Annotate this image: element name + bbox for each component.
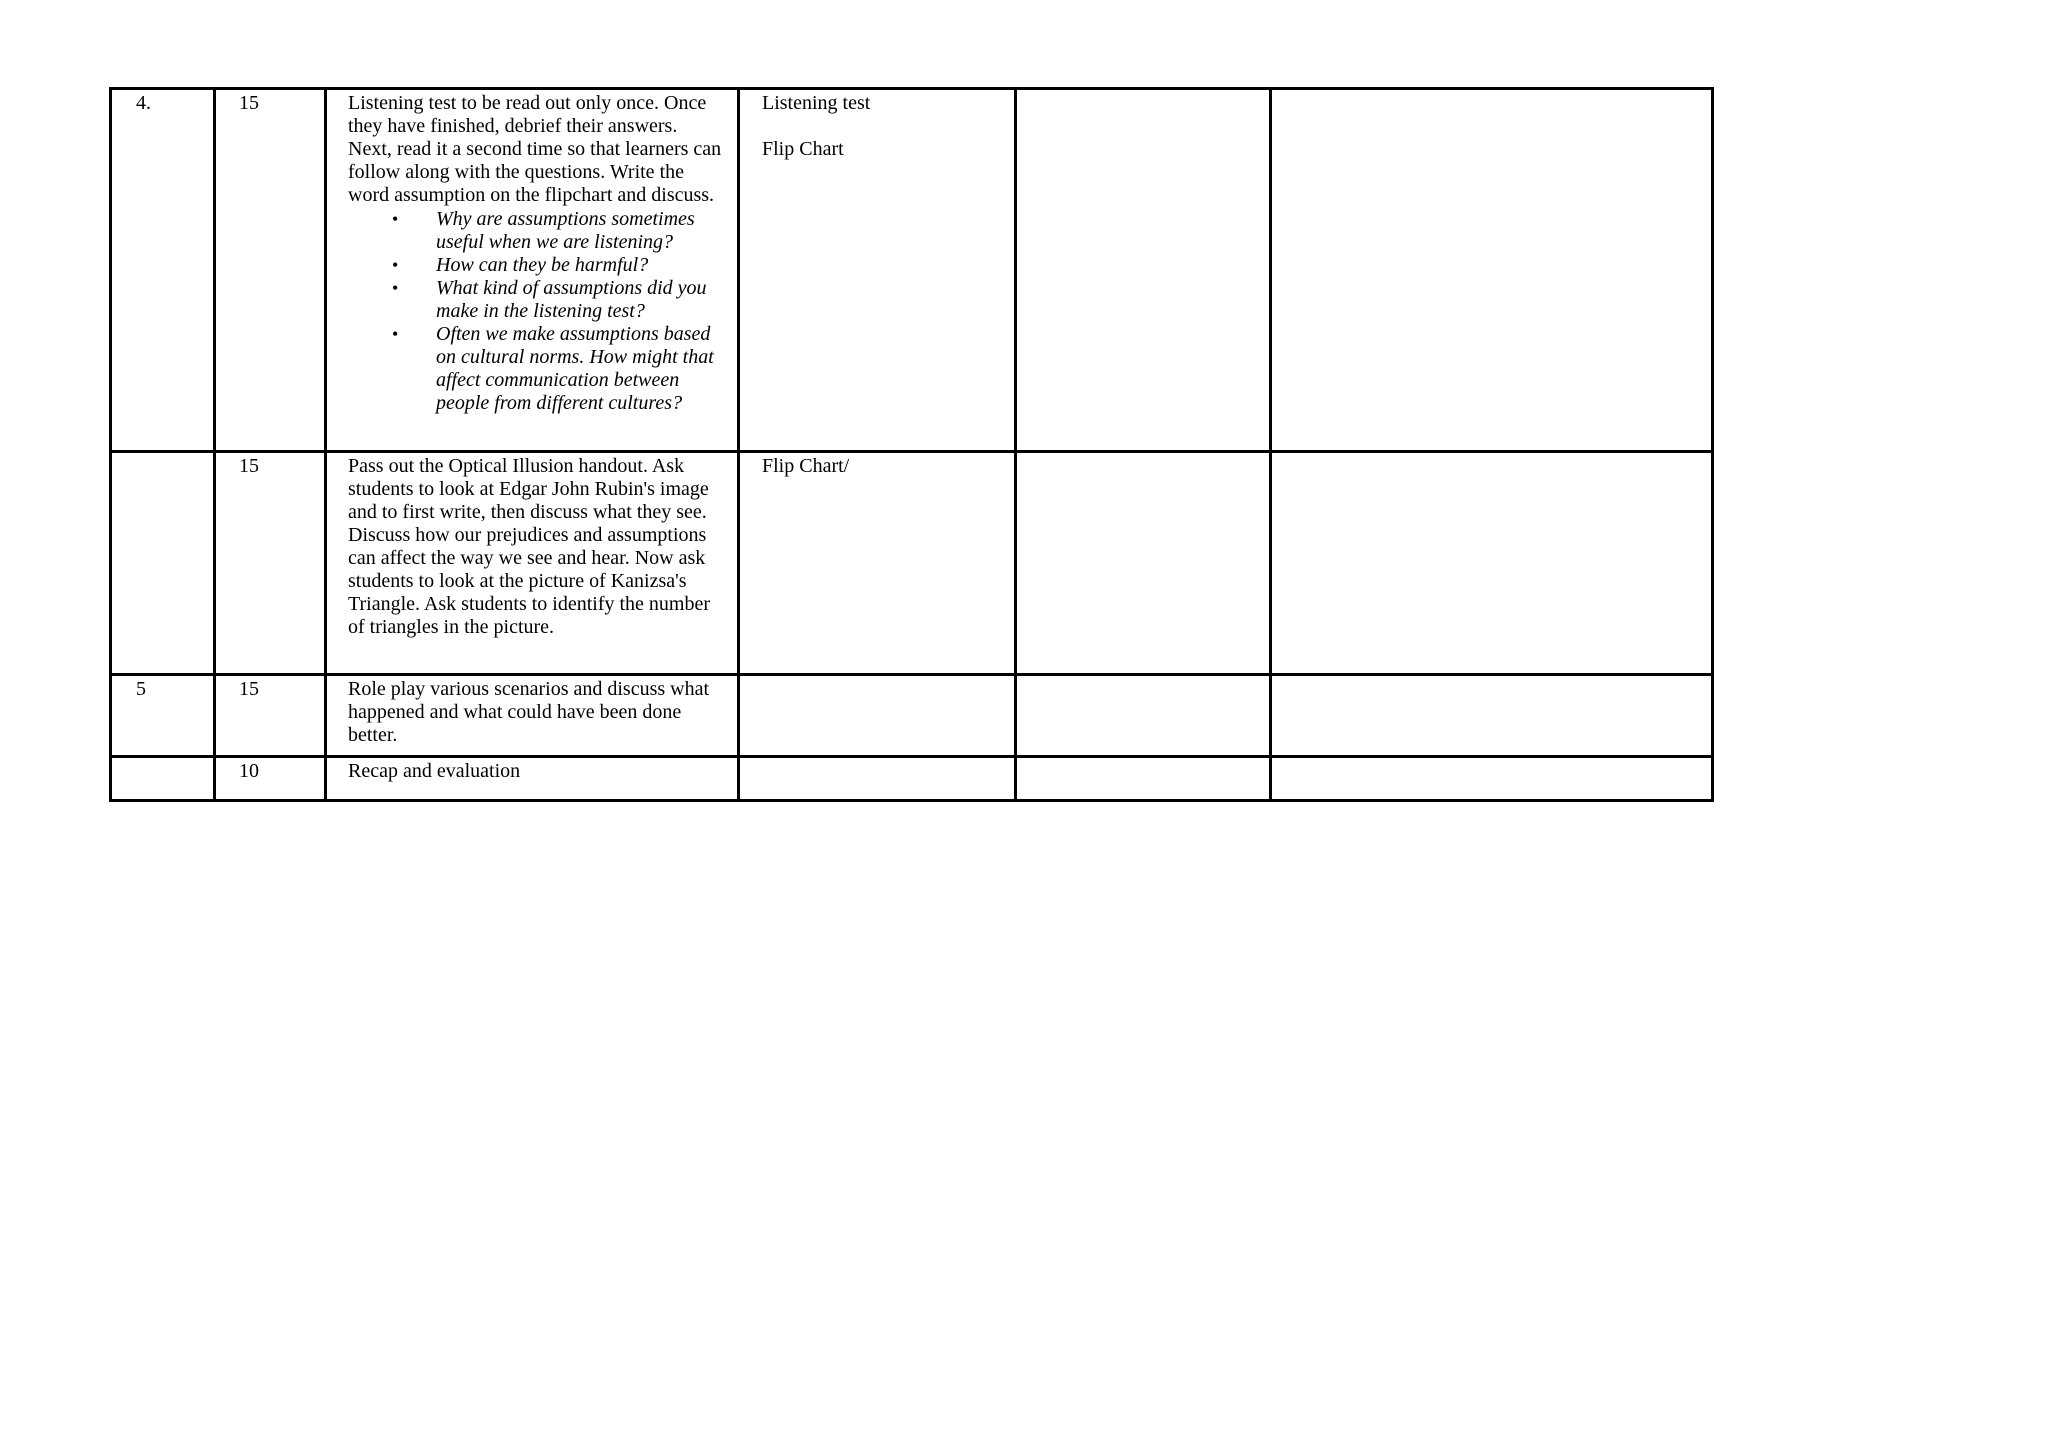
empty-cell	[1016, 757, 1271, 801]
list-item: • Why are assumptions sometimes useful when we are listening?	[392, 208, 695, 253]
list-item: • How can they be harmful?	[392, 254, 649, 276]
minutes-cell: 15	[215, 675, 326, 757]
minutes-cell: 10	[215, 757, 326, 801]
minutes-cell: 15	[215, 89, 326, 452]
empty-cell	[1016, 675, 1271, 757]
discussion-questions-list	[348, 208, 725, 415]
table-row	[111, 675, 1713, 757]
resource-item: Flip Chart	[762, 138, 844, 160]
activity-cell	[326, 452, 739, 675]
resources-cell	[739, 452, 1016, 675]
resource-item: Listening test	[762, 92, 871, 114]
activity-text: Listening test to be read out only once. Once they have finished, debrief their answers. Next, read it a second time so that learners can follow along with the questions. Write the word assumption on the flipchart and discuss.	[348, 92, 722, 206]
table-row	[111, 89, 1713, 452]
activity-cell	[326, 89, 739, 452]
stage-cell: 4.	[111, 89, 215, 452]
empty-cell	[1271, 452, 1713, 675]
stage-cell: 5	[111, 675, 215, 757]
empty-cell	[1271, 89, 1713, 452]
activity-text: Pass out the Optical Illusion handout. Ask students to look at Edgar John Rubin's image and to first write, then discuss what they see. Discuss how our prejudices and assumptions can affect the way we see and hear. Now ask students to look at the picture of Kanizsa's Triangle. Ask students to identify the number of triangles in the picture.	[348, 455, 711, 638]
table-row	[111, 757, 1713, 801]
table-row	[111, 452, 1713, 675]
activity-cell	[326, 757, 739, 801]
bullet-icon: •	[392, 324, 399, 344]
empty-cell	[1271, 675, 1713, 757]
list-item: • Often we make assumptions based on cultural norms. How might that affect communication between people from different cultures?	[392, 323, 714, 414]
activity-text: Role play various scenarios and discuss what happened and what could have been done better.	[348, 678, 710, 746]
lesson-plan-table	[109, 87, 1714, 802]
empty-cell	[1016, 452, 1271, 675]
activity-text: Recap and evaluation	[348, 760, 521, 782]
minutes-cell: 15	[215, 452, 326, 675]
bullet-icon: •	[392, 278, 399, 298]
list-item: • What kind of assumptions did you make in the listening test?	[392, 277, 707, 322]
resources-cell	[739, 675, 1016, 757]
bullet-icon: •	[392, 209, 399, 229]
resources-cell	[739, 757, 1016, 801]
bullet-icon: •	[392, 255, 399, 275]
empty-cell	[1016, 89, 1271, 452]
stage-cell	[111, 452, 215, 675]
resource-item: Flip Chart/	[762, 455, 850, 477]
activity-cell	[326, 675, 739, 757]
stage-cell	[111, 757, 215, 801]
resources-cell	[739, 89, 1016, 452]
empty-cell	[1271, 757, 1713, 801]
